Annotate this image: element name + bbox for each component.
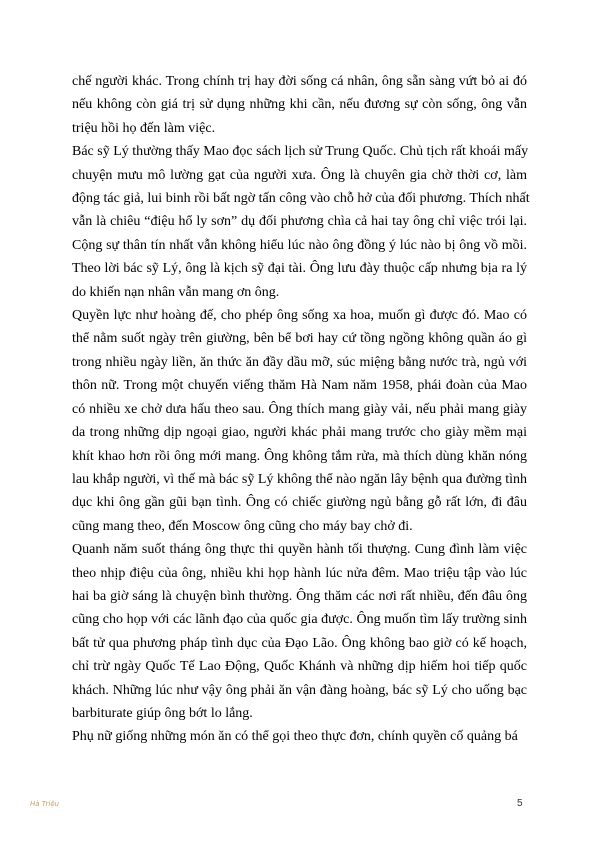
- text-line: Phụ nữ giống những món ăn có thể gọi theo thực đơn, chính quyền cố quảng bá: [72, 729, 518, 745]
- text-line: triệu hồi họ đến làm việc.: [72, 120, 216, 136]
- text-line: động tác giả, lui binh rồi bất ngờ tấn công vào chỗ hở của đối phương. Thích nhất: [72, 191, 530, 207]
- text-line: Cộng sự thân tín nhất vẫn không hiểu lúc nào ông đồng ý lúc nào bị ông vồ mồi.: [72, 237, 527, 253]
- text-line: khít khao hơn rồi ông mới mang. Ông không tắm rửa, mà thích dùng khăn nóng: [72, 448, 527, 464]
- body-text: [72, 70, 530, 749]
- text-line: cũng cho họp với các lãnh đạo của quốc gia được. Ông muốn tìm lấy trường sinh: [72, 612, 527, 628]
- footer-author: Hà Triệu: [30, 800, 60, 808]
- text-line: có nhiều xe chở dưa hấu theo sau. Ông thích mang giày vải, nếu phải mang giày: [72, 401, 527, 417]
- text-line: hai ba giờ sáng là chuyện bình thường. Ông thăm các nơi rất nhiều, đến đâu ông: [72, 588, 527, 604]
- text-line: thôn nữ. Trong một chuyến viếng thăm Hà Nam năm 1958, phái đoàn của Mao: [72, 378, 527, 394]
- text-line: nếu không còn giá trị sử dụng những khi cần, nếu đương sự còn sống, ông vẫn: [72, 97, 527, 113]
- paragraph: [72, 304, 527, 538]
- text-line: chỉ trừ ngày Quốc Tế Lao Động, Quốc Khánh và những dịp hiếm hoi tiếp quốc: [72, 659, 527, 675]
- text-line: cũng mang theo, đến Moscow ông cũng cho máy bay chở đi.: [72, 518, 413, 534]
- text-line: do khiến nạn nhân vẫn mang ơn ông.: [72, 284, 280, 300]
- text-line: dục khi ông gần gũi bạn tình. Ông có chiếc giường ngủ bằng gỗ rất lớn, đi đâu: [72, 495, 527, 511]
- text-line: khách. Những lúc như vậy ông phải ăn vận đàng hoàng, bác sỹ Lý cho uống bạc: [72, 682, 527, 698]
- text-line: bất tử qua phương pháp tình dục của Đạo Lão. Ông không bao giờ có kế hoạch,: [72, 635, 527, 651]
- text-line: barbiturate giúp ông bớt lo lắng.: [72, 705, 253, 721]
- text-line: Theo lời bác sỹ Lý, ông là kịch sỹ đại tài. Ông lưu đày thuộc cấp nhưng bịa ra lý: [72, 261, 527, 277]
- paragraph: [72, 538, 527, 725]
- text-line: vẫn là chiêu “điệu hổ ly sơn” dụ đối phương chìa cả hai tay ông chỉ việc trói lại.: [72, 214, 527, 230]
- paragraph: [72, 70, 527, 140]
- text-line: chế người khác. Trong chính trị hay đời sống cá nhân, ông sẵn sàng vứt bỏ ai đó: [72, 74, 527, 89]
- paragraph: [72, 140, 530, 304]
- text-line: Quyền lực như hoàng đế, cho phép ông sống xa hoa, muốn gì được đó. Mao có: [72, 308, 527, 324]
- paragraph: [72, 725, 527, 748]
- text-line: lau khắp người, vì thế mà bác sỹ Lý không thể nào ngăn lây bệnh qua đường tình: [72, 471, 527, 487]
- text-line: Bác sỹ Lý thường thấy Mao đọc sách lịch sử Trung Quốc. Chủ tịch rất khoái mấy: [72, 144, 529, 160]
- text-line: theo nhịp điệu của ông, nhiều khi họp hành lúc nửa đêm. Mao triệu tập vào lúc: [72, 565, 527, 581]
- text-line: Quanh năm suốt tháng ông thực thi quyền hành tối thượng. Cung đình làm việc: [72, 542, 527, 558]
- text-line: thể nằm suốt ngày trên giường, bên bể bơi hay cứ tồng ngồng không quần áo gì: [72, 331, 527, 347]
- text-line: trong nhiều ngày liền, ăn thức ăn đầy dầu mỡ, súc miệng bằng nước trà, ngủ với: [72, 354, 527, 370]
- text-line: da trong những dịp ngoại giao, người khác phải mang trước cho giày mềm mại: [72, 425, 527, 441]
- page-number: 5: [517, 798, 523, 809]
- text-line: chuyện mưu mô lường gạt của người xưa. Ông là chuyên gia chờ thời cơ, làm: [72, 167, 527, 183]
